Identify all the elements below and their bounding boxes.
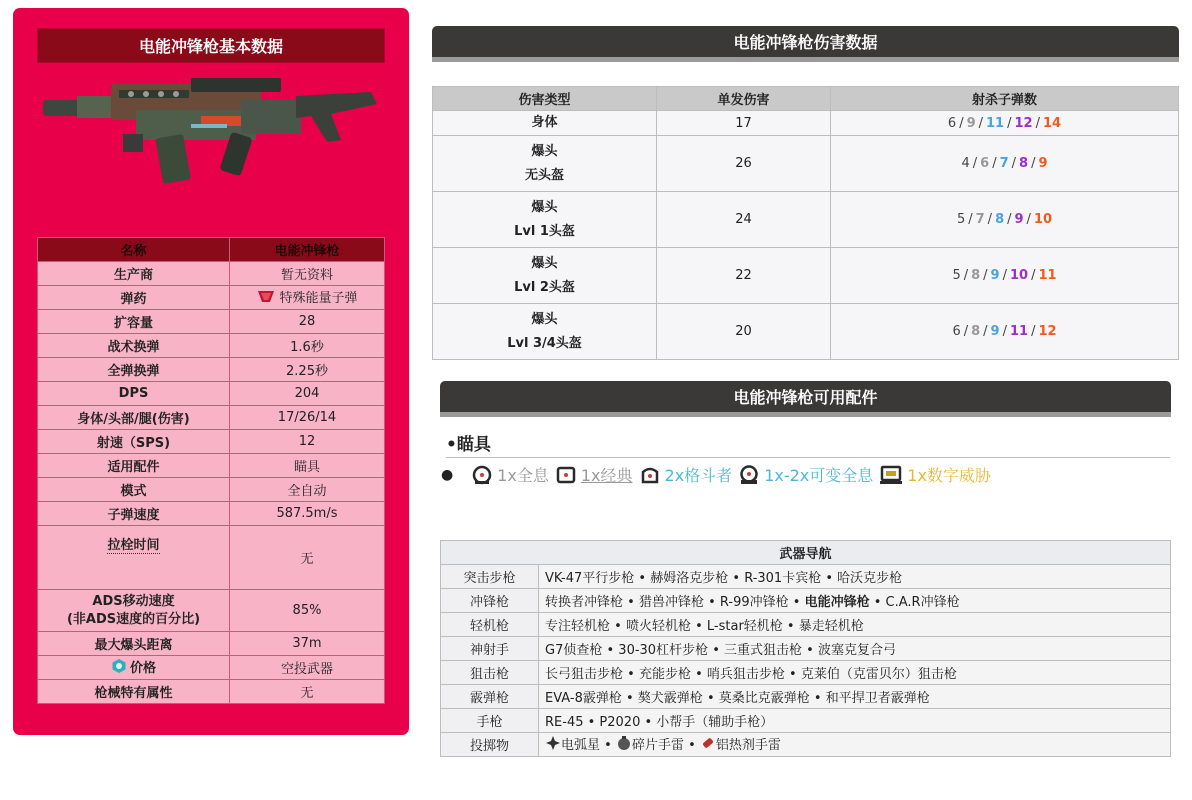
table-row: DPS 204 xyxy=(38,382,385,406)
weapon-stats-card xyxy=(13,8,409,735)
btk-value: 6 xyxy=(952,324,961,339)
btk-value: 14 xyxy=(1042,115,1062,131)
nav-category[interactable]: 狙击枪 xyxy=(441,661,539,685)
nav-weapon-link[interactable]: 赫姆洛克步枪 xyxy=(650,571,729,586)
nav-row: 手枪 RE-45 • P2020 • 小帮手（辅助手枪） xyxy=(441,709,1171,733)
table-row: 生产商 暂无资料 xyxy=(38,262,385,286)
table-row: 适用配件 瞄具 xyxy=(38,454,385,478)
btk-value: 10 xyxy=(1009,268,1029,283)
nav-weapon-link[interactable]: RE-45 xyxy=(545,715,584,730)
btk-value: 8 xyxy=(971,324,981,339)
nav-weapon-link[interactable]: 充能步枪 xyxy=(638,667,691,682)
nav-weapon-link[interactable]: R-99冲锋枪 xyxy=(719,595,789,610)
attachment-classic[interactable]: 1x经典 xyxy=(555,463,633,486)
btk-value: 8 xyxy=(995,212,1005,227)
nav-weapon-link[interactable]: EVA-8霰弹枪 xyxy=(545,691,622,706)
nav-weapon-link[interactable]: 转换者冲锋枪 xyxy=(545,595,624,610)
nav-weapon-link[interactable]: 波塞克复合弓 xyxy=(817,643,896,658)
nav-weapon-link[interactable]: 小帮手（辅助手枪） xyxy=(656,715,774,730)
nav-row: 神射手 G7侦查枪 • 30-30杠杆步枪 • 三重式狙击枪 • 波塞克复合弓 xyxy=(441,637,1171,661)
table-row: 身体/头部/腿(伤害) 17/26/14 xyxy=(38,406,385,430)
classic-sight-icon xyxy=(555,464,577,486)
nav-weapon-link[interactable]: 电弧星 xyxy=(561,737,601,753)
table-row: 身体 17 6 / 9 / 11 / 12 / 14 xyxy=(433,111,1179,136)
nav-weapon-link: 电能冲锋枪 xyxy=(804,595,870,610)
table-row: 枪械特有属性 无 xyxy=(38,680,385,704)
nav-weapon-link[interactable]: 专注轻机枪 xyxy=(545,619,611,634)
table-row: 价格 空投武器 xyxy=(38,656,385,680)
nav-weapon-link[interactable]: 哈沃克步枪 xyxy=(837,571,903,586)
attachment-digital-threat[interactable]: 1x数字威胁 xyxy=(879,463,991,486)
nav-weapon-link[interactable]: 和平捍卫者霰弹枪 xyxy=(825,691,930,706)
btk-value: 4 xyxy=(961,156,970,171)
table-row: 爆头 Lvl 2头盔 22 5 / 8 / 9 / 10 / 11 xyxy=(433,248,1179,304)
btk-value: 11 xyxy=(1038,268,1057,283)
bolt-time-label[interactable]: 拉栓时间 xyxy=(107,538,160,553)
stats-header-weapon: 电能冲锋枪 xyxy=(230,238,385,262)
nav-weapon-link[interactable]: 猎兽冲锋枪 xyxy=(638,595,704,610)
nav-category[interactable]: 投掷物 xyxy=(441,733,539,757)
nav-row: 冲锋枪 转换者冲锋枪 • 猎兽冲锋枪 • R-99冲锋枪 • 电能冲锋枪 • C.A.R冲锋枪 xyxy=(441,589,1171,613)
stats-header-name: 名称 xyxy=(38,238,230,262)
nav-weapon-link[interactable]: 暴走轻机枪 xyxy=(798,619,864,634)
frag-grenade-icon xyxy=(616,735,632,751)
table-row: 拉栓时间 无 xyxy=(38,526,385,590)
btk-value: 5 xyxy=(952,268,961,283)
attachment-holo[interactable]: 1x全息 xyxy=(471,463,549,486)
energy-ammo-icon xyxy=(256,288,276,304)
nav-weapon-link[interactable]: 30-30杠杆步枪 xyxy=(618,643,709,658)
nav-category[interactable]: 手枪 xyxy=(441,709,539,733)
nav-weapon-link[interactable]: 长弓狙击步枪 xyxy=(545,667,624,682)
btk-value: 6 xyxy=(980,156,990,171)
btk-value: 9 xyxy=(1038,156,1048,171)
nav-weapon-link[interactable]: 獒犬霰弹枪 xyxy=(637,691,703,706)
btk-value: 10 xyxy=(1033,212,1053,227)
nav-row: 霰弹枪 EVA-8霰弹枪 • 獒犬霰弹枪 • 莫桑比克霰弹枪 • 和平捍卫者霰弹枪 xyxy=(441,685,1171,709)
table-row: 子弹速度 587.5m/s xyxy=(38,502,385,526)
table-row: 战术换弹 1.6秒 xyxy=(38,334,385,358)
nav-weapon-link[interactable]: C.A.R冲锋枪 xyxy=(885,595,960,610)
table-row: 爆头 Lvl 1头盔 24 5 / 7 / 8 / 9 / 10 xyxy=(433,192,1179,248)
table-row: 全弹换弹 2.25秒 xyxy=(38,358,385,382)
nav-weapon-link[interactable]: 克莱伯（克雷贝尔）狙击枪 xyxy=(800,667,957,682)
bullet: ● xyxy=(441,466,454,483)
damage-table: 伤害类型 单发伤害 射杀子弹数 身体 17 6 / 9 / 11 / 12 / 14 爆头 无头盔 26 4 / 6 / 7 / 8 / 9 爆头 Lvl 1头盔 24 5 / 7 / 8 / 9 / 10 爆头 Lvl 2头盔 22 5 / 8 / 9 / 10 / 11 爆头 Lvl 3/4头盔 20 6 / 8 / 9 / 11 / 12 xyxy=(432,86,1179,360)
table-row: 扩容量 28 xyxy=(38,310,385,334)
nav-weapon-link[interactable]: L-star轻机枪 xyxy=(706,619,783,634)
nav-weapon-link[interactable]: 三重式狙击枪 xyxy=(724,643,803,658)
divider xyxy=(446,457,1170,458)
stats-title: 电能冲锋枪基本数据 xyxy=(37,28,385,63)
nav-row: 投掷物 电弧星 • 碎片手雷 • 铝热剂手雷 xyxy=(441,733,1171,757)
variable-holo-icon xyxy=(738,464,760,486)
crafting-metal-icon xyxy=(111,658,127,674)
btk-value: 5 xyxy=(956,212,966,227)
table-row: 爆头 Lvl 3/4头盔 20 6 / 8 / 9 / 11 / 12 xyxy=(433,304,1179,360)
table-row: 模式 全自动 xyxy=(38,478,385,502)
nav-weapon-link[interactable]: 莫桑比克霰弹枪 xyxy=(718,691,810,706)
btk-value: 8 xyxy=(971,268,981,283)
damage-title: 电能冲锋枪伤害数据 xyxy=(432,26,1179,62)
btk-value: 11 xyxy=(986,115,1005,131)
weapon-navigation: 武器导航 突击步枪 VK-47平行步枪 • 赫姆洛克步枪 • R-301卡宾枪 • 哈沃克步枪 冲锋枪 转换者冲锋枪 • 猎兽冲锋枪 • R-99冲锋枪 • 电能冲锋枪 • C.A.R冲锋枪 轻机枪 专注轻机枪 • 喷火轻机枪 • L-star轻机枪 • 暴走轻机枪 神射手 G7侦查枪 • 30-30杠杆步枪 • 三重式狙击枪 • 波塞克复合弓 狙击枪 长弓狙击步枪 • 充能步枪 • 哨兵狙击步枪 • 克莱伯（克雷贝尔）狙击枪 霰弹枪 EVA-8霰弹枪 • 獒犬霰弹枪 • 莫桑比克霰弹枪 • 和平捍卫者霰弹枪 手枪 RE-45 • P2020 • 小帮手（辅助手枪） 投掷物 电弧星 • 碎片手雷 • 铝热剂手雷 xyxy=(440,540,1171,757)
optics-heading: •瞄具 xyxy=(446,435,491,455)
holo-sight-icon xyxy=(471,464,493,486)
nav-weapon-link[interactable]: 碎片手雷 xyxy=(631,737,684,753)
table-row: 爆头 无头盔 26 4 / 6 / 7 / 8 / 9 xyxy=(433,136,1179,192)
bruiser-sight-icon xyxy=(639,464,661,486)
table-row: 弹药 特殊能量子弹 xyxy=(38,286,385,310)
nav-row: 突击步枪 VK-47平行步枪 • 赫姆洛克步枪 • R-301卡宾枪 • 哈沃克步枪 xyxy=(441,565,1171,589)
btk-value: 9 xyxy=(1014,212,1024,227)
attachment-list xyxy=(441,463,997,486)
btk-value: 9 xyxy=(990,268,1000,283)
table-row: 射速（SPS) 12 xyxy=(38,430,385,454)
nav-category[interactable]: 冲锋枪 xyxy=(441,589,539,613)
digital-threat-icon xyxy=(879,464,903,486)
btk-value: 7 xyxy=(999,156,1009,171)
btk-value: 9 xyxy=(990,324,1000,339)
ammo-link[interactable]: 特殊能量子弹 xyxy=(279,290,358,306)
nav-weapon-link[interactable]: 哨兵狙击步枪 xyxy=(706,667,785,682)
nav-weapon-link[interactable]: R-301卡宾枪 xyxy=(744,571,822,586)
btk-value: 9 xyxy=(966,115,976,131)
nav-weapon-link[interactable]: P2020 xyxy=(599,715,641,730)
attachments-title: 电能冲锋枪可用配件 xyxy=(440,381,1171,417)
stats-table xyxy=(37,237,385,704)
attachment-variable-holo[interactable]: 1x-2x可变全息 xyxy=(738,463,873,486)
btk-value: 7 xyxy=(975,212,985,227)
nav-category[interactable]: 神射手 xyxy=(441,637,539,661)
nav-row: 轻机枪 专注轻机枪 • 喷火轻机枪 • L-star轻机枪 • 暴走轻机枪 xyxy=(441,613,1171,637)
attachment-bruiser[interactable]: 2x格斗者 xyxy=(639,463,733,486)
nav-category[interactable]: 突击步枪 xyxy=(441,565,539,589)
btk-value: 12 xyxy=(1014,115,1033,131)
nav-category[interactable]: 霰弹枪 xyxy=(441,685,539,709)
nav-row: 狙击枪 长弓狙击步枪 • 充能步枪 • 哨兵狙击步枪 • 克莱伯（克雷贝尔）狙击枪 xyxy=(441,661,1171,685)
btk-value: 11 xyxy=(1009,324,1029,339)
table-row: 最大爆头距离 37m xyxy=(38,632,385,656)
volt-smg-image xyxy=(41,70,381,198)
btk-value: 6 xyxy=(947,115,957,131)
nav-weapon-link[interactable]: G7侦查枪 xyxy=(545,643,603,658)
btk-value: 12 xyxy=(1038,324,1057,339)
nav-category[interactable]: 轻机枪 xyxy=(441,613,539,637)
btk-value: 8 xyxy=(1019,156,1029,171)
nav-weapon-link[interactable]: VK-47平行步枪 xyxy=(545,571,635,586)
nav-weapon-link[interactable]: 喷火轻机枪 xyxy=(625,619,691,634)
table-row: ADS移动速度 (非ADS速度的百分比) 85% xyxy=(38,590,385,632)
nav-weapon-link[interactable]: 铝热剂手雷 xyxy=(715,737,781,753)
arc-star-icon xyxy=(545,735,561,751)
thermite-grenade-icon xyxy=(700,735,716,751)
